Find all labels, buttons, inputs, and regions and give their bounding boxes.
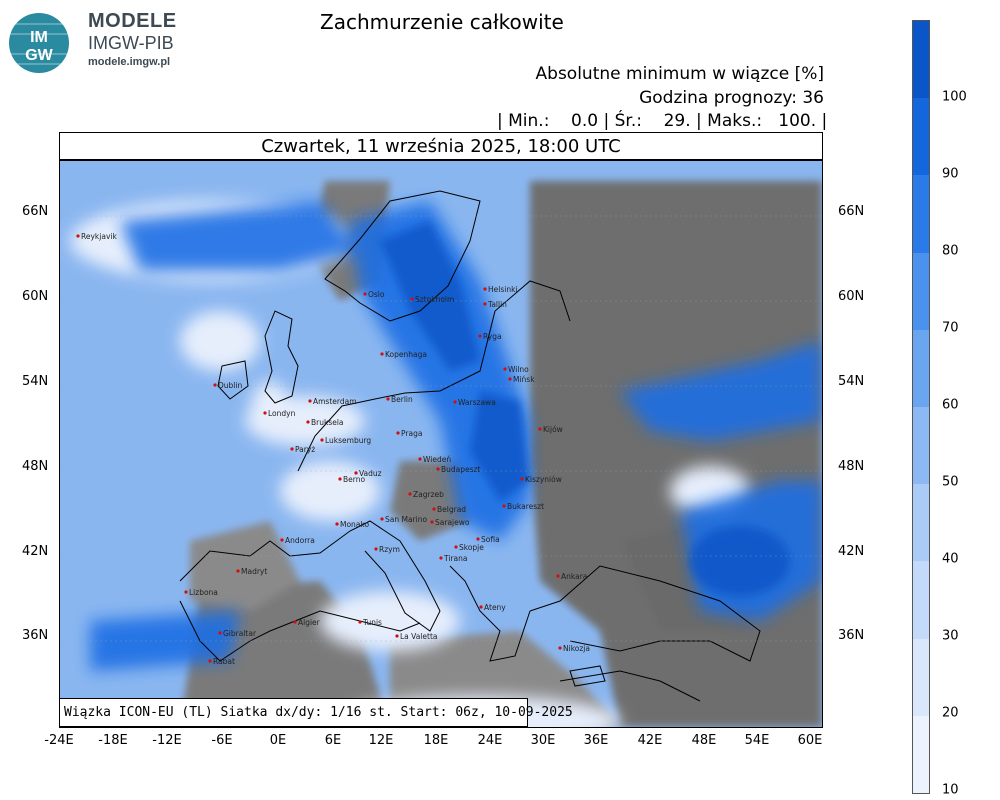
- city-label: Bruksela: [311, 418, 344, 427]
- city-dot: [374, 547, 377, 550]
- lat-label-right: 54N: [838, 374, 865, 389]
- city-label: Praga: [401, 429, 423, 438]
- city-marker: [236, 567, 267, 576]
- city-dot: [386, 397, 389, 400]
- city-label: Reykjavik: [81, 232, 117, 241]
- city-label: Belgrad: [437, 505, 467, 514]
- city-marker: [430, 518, 469, 527]
- city-label: Bukareszt: [507, 502, 545, 511]
- lon-label: -12E: [152, 733, 182, 748]
- city-marker: [354, 469, 381, 478]
- city-dot: [236, 569, 239, 572]
- city-label: Wiedeń: [423, 455, 452, 464]
- city-dot: [293, 620, 296, 623]
- city-marker: [556, 572, 587, 581]
- lon-label: -18E: [98, 733, 128, 748]
- city-label: Zagrzeb: [413, 490, 444, 499]
- city-marker: [386, 395, 413, 404]
- city-label: Berno: [343, 475, 366, 484]
- city-dot: [218, 631, 221, 634]
- legend-tick-label: 80: [942, 243, 959, 259]
- city-dot: [395, 634, 398, 637]
- city-label: Lizbona: [189, 588, 218, 597]
- city-dot: [363, 292, 366, 295]
- color-legend: [912, 20, 930, 794]
- city-dot: [208, 659, 211, 662]
- city-label: Rzym: [379, 545, 400, 554]
- city-label: Algier: [298, 618, 320, 627]
- legend-tick-label: 100: [942, 89, 967, 105]
- city-marker: [418, 455, 451, 464]
- lat-label-left: 42N: [22, 544, 49, 559]
- brand-url[interactable]: modele.imgw.pl: [88, 56, 171, 68]
- city-label: Skopje: [459, 543, 484, 552]
- city-dot: [308, 399, 311, 402]
- city-dot: [503, 367, 506, 370]
- city-label: Luksemburg: [325, 436, 372, 445]
- city-dot: [418, 457, 421, 460]
- city-marker: [410, 295, 454, 304]
- city-label: Gibraltar: [223, 629, 257, 638]
- valid-time: Czwartek, 11 września 2025, 18:00 UTC: [261, 135, 621, 157]
- lon-label: -6E: [211, 733, 233, 748]
- lat-label-right: 66N: [838, 204, 865, 219]
- brand-name: MODELE: [88, 10, 177, 32]
- lat-label-right: 42N: [838, 544, 865, 559]
- city-label: Ateny: [484, 603, 506, 612]
- legend-tick-label: 70: [942, 320, 959, 336]
- city-label: Nikozja: [563, 644, 590, 653]
- city-dot: [335, 522, 338, 525]
- legend-tick-label: 90: [942, 166, 959, 182]
- city-label: Dublin: [218, 381, 243, 390]
- city-dot: [436, 467, 439, 470]
- city-label: Amsterdam: [313, 397, 357, 406]
- city-marker: [558, 644, 590, 653]
- city-label: Wilno: [508, 365, 529, 374]
- city-label: La Valetta: [400, 632, 438, 641]
- legend-tick-label: 60: [942, 397, 959, 413]
- city-dot: [483, 302, 486, 305]
- city-label: Helsinki: [488, 285, 518, 294]
- city-dot: [502, 504, 505, 507]
- legend-band: [913, 21, 929, 99]
- city-marker: [508, 375, 535, 384]
- city-label: Kijów: [543, 425, 563, 434]
- city-marker: [436, 465, 480, 474]
- legend-band: [913, 484, 929, 562]
- city-label: Ryga: [483, 332, 502, 341]
- city-dot: [556, 574, 559, 577]
- lon-label: 48E: [691, 733, 717, 748]
- legend-tick-label: 40: [942, 551, 959, 567]
- city-dot: [508, 377, 511, 380]
- city-label: Andorra: [285, 536, 315, 545]
- cloud-map: [60, 161, 822, 727]
- legend-band: [913, 175, 929, 253]
- city-marker: [396, 429, 422, 438]
- city-marker: [306, 418, 343, 427]
- city-marker: [374, 545, 400, 554]
- city-dot: [479, 605, 482, 608]
- city-marker: [293, 618, 320, 627]
- lat-label-right: 60N: [838, 289, 865, 304]
- city-marker: [184, 588, 218, 597]
- city-label: Oslo: [368, 290, 385, 299]
- lat-label-left: 48N: [22, 459, 49, 474]
- city-marker: [320, 436, 371, 445]
- city-dot: [263, 411, 266, 414]
- lon-label: -24E: [44, 733, 74, 748]
- city-marker: [380, 350, 427, 359]
- lon-label: 18E: [423, 733, 449, 748]
- lat-label-left: 36N: [22, 628, 49, 643]
- city-marker: [380, 515, 427, 524]
- city-marker: [520, 475, 561, 484]
- city-label: Rabat: [213, 657, 235, 666]
- city-dot: [280, 538, 283, 541]
- city-dot: [520, 477, 523, 480]
- city-marker: [483, 285, 517, 294]
- city-label: Ankara: [561, 572, 588, 581]
- city-dot: [358, 620, 361, 623]
- city-dot: [338, 477, 341, 480]
- city-label: Sarajewo: [435, 518, 470, 527]
- city-marker: [453, 398, 495, 407]
- legend-band: [913, 639, 929, 717]
- city-dot: [439, 556, 442, 559]
- city-dot: [430, 520, 433, 523]
- city-dot: [320, 438, 323, 441]
- city-dot: [483, 287, 486, 290]
- svg-text:IM: IM: [30, 29, 48, 46]
- city-dot: [558, 646, 561, 649]
- city-marker: [408, 490, 444, 499]
- legend-band: [913, 253, 929, 331]
- city-label: Mińsk: [513, 375, 535, 384]
- city-dot: [306, 420, 309, 423]
- city-label: Vaduz: [359, 469, 382, 478]
- run-info-box: [59, 698, 573, 727]
- run-info: Wiązka ICON-EU (TL) Siatka dx/dy: 1/16 st. Start: 06z, 10-09-2025: [64, 705, 573, 720]
- lon-label: 0E: [269, 733, 287, 748]
- city-marker: [335, 520, 369, 529]
- valid-time-bar: [59, 132, 823, 160]
- city-dot: [454, 545, 457, 548]
- city-dot: [184, 590, 187, 593]
- lon-label: 60E: [797, 733, 823, 748]
- legend-band: [913, 716, 929, 794]
- map-panel: [59, 160, 823, 728]
- city-label: Tirana: [444, 554, 468, 563]
- city-marker: [432, 505, 466, 514]
- city-dot: [410, 297, 413, 300]
- city-label: San Marino: [385, 515, 428, 524]
- city-label: Tallin: [488, 300, 507, 309]
- city-marker: [503, 365, 529, 374]
- city-label: Monako: [340, 520, 370, 529]
- city-dot: [408, 492, 411, 495]
- city-marker: [213, 381, 242, 390]
- lon-label: 54E: [744, 733, 770, 748]
- legend-tick-label: 30: [942, 628, 959, 644]
- city-dot: [396, 431, 399, 434]
- lon-label: 36E: [583, 733, 609, 748]
- legend-tick-label: 20: [942, 705, 959, 721]
- city-marker: [280, 536, 314, 545]
- city-dot: [76, 234, 79, 237]
- lon-label: 42E: [637, 733, 663, 748]
- city-dot: [453, 400, 456, 403]
- legend-tick-label: 50: [942, 474, 959, 490]
- lon-label: 12E: [368, 733, 394, 748]
- map-subtitle: Absolutne minimum w wiązce [%]: [535, 64, 824, 84]
- lat-label-left: 60N: [22, 289, 49, 304]
- legend-band: [913, 407, 929, 485]
- imgw-logo: [8, 12, 70, 74]
- city-marker: [502, 502, 544, 511]
- city-marker: [308, 397, 356, 406]
- brand-org: IMGW-PIB: [88, 33, 174, 53]
- forecast-hour: Godzina prognozy: 36: [639, 88, 824, 108]
- svg-text:GW: GW: [25, 47, 53, 64]
- stats-line: | Min.: 0.0 | Śr.: 29. | Maks.: 100. |: [497, 111, 828, 131]
- city-dot: [478, 334, 481, 337]
- city-marker: [538, 425, 562, 434]
- lat-label-right: 48N: [838, 459, 865, 474]
- city-dot: [476, 537, 479, 540]
- lon-label: 30E: [530, 733, 556, 748]
- city-marker: [479, 603, 506, 612]
- city-label: Budapeszt: [441, 465, 481, 474]
- city-marker: [76, 232, 117, 241]
- city-dot: [290, 447, 293, 450]
- city-dot: [380, 517, 383, 520]
- city-label: Londyn: [268, 409, 296, 418]
- city-dot: [538, 427, 541, 430]
- city-label: Sztokholm: [415, 295, 455, 304]
- legend-band: [913, 330, 929, 408]
- lat-label-left: 54N: [22, 374, 49, 389]
- city-label: Paryż: [295, 445, 316, 454]
- city-dot: [213, 383, 216, 386]
- city-marker: [439, 554, 467, 563]
- city-label: Kopenhaga: [385, 350, 427, 359]
- lon-label: 24E: [477, 733, 503, 748]
- legend-tick-label: 10: [942, 782, 959, 798]
- lat-label-left: 66N: [22, 204, 49, 219]
- city-marker: [263, 409, 295, 418]
- city-label: Madryt: [241, 567, 268, 576]
- city-marker: [290, 445, 315, 454]
- city-dot: [432, 507, 435, 510]
- city-label: Warszawa: [458, 398, 496, 407]
- city-dot: [380, 352, 383, 355]
- map-title: Zachmurzenie całkowite: [320, 10, 564, 34]
- city-marker: [208, 657, 235, 666]
- city-marker: [395, 632, 437, 641]
- city-dot: [354, 471, 357, 474]
- city-label: Sofia: [481, 535, 500, 544]
- city-label: Tunis: [363, 618, 382, 627]
- city-marker: [454, 543, 484, 552]
- lon-label: 6E: [324, 733, 342, 748]
- legend-band: [913, 98, 929, 176]
- legend-band: [913, 561, 929, 639]
- city-marker: [218, 629, 257, 638]
- city-label: Berlin: [391, 395, 413, 404]
- city-label: Kiszyniów: [525, 475, 562, 484]
- lat-label-right: 36N: [838, 628, 865, 643]
